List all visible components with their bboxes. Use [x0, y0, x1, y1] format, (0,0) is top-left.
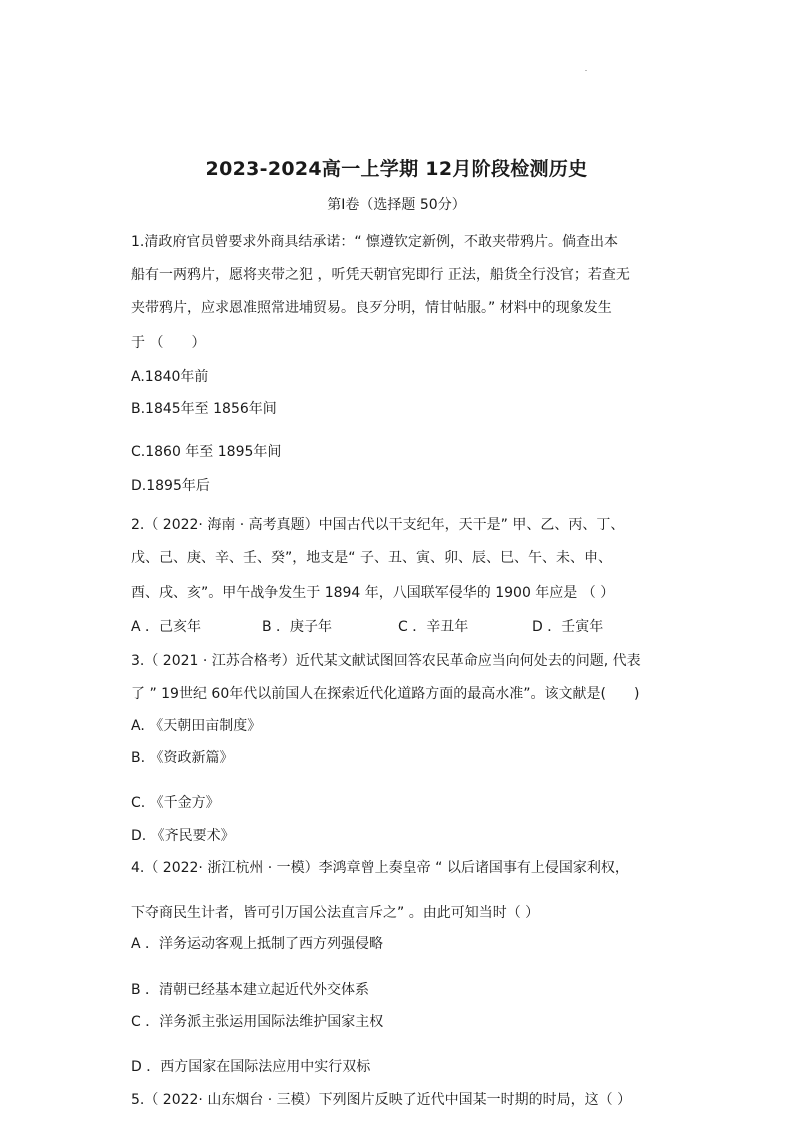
q3-option-d[interactable]: D. 《齐民要术》 — [131, 828, 235, 844]
q4-option-b[interactable]: B ．清朝已经基本建立起近代外交体系 — [131, 982, 370, 998]
q3-stem-line: 了 ” 19世纪 60年代以前国人在探索近代化道路方面的最高水准”。该文献是( ) — [131, 686, 640, 702]
q1-stem-line: 于 （ ） — [131, 335, 206, 351]
q1-stem-line: 船有一两鸦片，愿将夹带之犯 ，听凭天朝官宪即行 正法，船货全行没官；若查无 — [131, 267, 630, 283]
q2-stem-line: 酉、戌、亥”。甲午战争发生于 1894 年，八国联军侵华的 1900 年应是 （ ） — [131, 585, 615, 601]
q4-stem-line: 4.（ 2022· 浙江杭州 · 一模）李鸿章曾上奏皇帝 “ 以后诸国事有上侵国家利权， — [131, 860, 629, 876]
q1-option-c[interactable]: C.1860 年至 1895年间 — [131, 444, 282, 460]
q3-option-c[interactable]: C. 《千金方》 — [131, 795, 220, 811]
q1-stem-line: 1.清政府官员曾要求外商具结承诺：“ 懔遵钦定新例，不敢夹带鸦片。倘查出本 — [131, 234, 619, 250]
q1-option-a[interactable]: A.1840年前 — [131, 369, 209, 385]
q2-stem-line: 2.（ 2022· 海南 · 高考真题）中国古代以干支纪年，天干是” 甲、乙、丙、丁、 — [131, 517, 625, 533]
q1-option-d[interactable]: D.1895年后 — [131, 478, 210, 494]
q3-option-b[interactable]: B. 《资政新篇》 — [131, 750, 234, 766]
q2-option-d[interactable]: D ．壬寅年 — [532, 619, 604, 635]
q4-option-c[interactable]: C ．洋务派主张运用国际法维护国家主权 — [131, 1014, 384, 1030]
q5-stem-line: 5.（ 2022· 山东烟台 · 三模）下列图片反映了近代中国某一时期的时局，这（ ） — [131, 1092, 632, 1108]
q2-stem-line: 戊、己、庚、辛、壬、癸”，地支是“ 子、丑、寅、卯、辰、巳、午、未、申、 — [131, 550, 612, 566]
q3-option-a[interactable]: A. 《天朝田亩制度》 — [131, 718, 262, 734]
q1-stem-line: 夹带鸦片，应求恩准照常进埔贸易。良歹分明，情甘帖服。” 材料中的现象发生 — [131, 300, 612, 316]
q2-option-c[interactable]: C ．辛丑年 — [398, 619, 469, 635]
q2-option-a[interactable]: A ．己亥年 — [131, 619, 202, 635]
q2-option-b[interactable]: B ．庚子年 — [262, 619, 333, 635]
q4-stem-line: 下夺商民生计者，皆可引万国公法直言斥之” 。由此可知当时（ ） — [131, 905, 540, 921]
scan-dot — [585, 70, 587, 71]
q2-options-row — [131, 617, 651, 637]
section-title: 第Ⅰ卷（选择题 50分） — [327, 197, 466, 213]
exam-title: 2023-2024高一上学期 12月阶段检测历史 — [205, 158, 588, 180]
q4-option-a[interactable]: A ．洋务运动客观上抵制了西方列强侵略 — [131, 936, 384, 952]
q1-option-b[interactable]: B.1845年至 1856年间 — [131, 401, 277, 417]
q4-option-d[interactable]: D ．西方国家在国际法应用中实行双标 — [131, 1059, 371, 1075]
q3-stem-line: 3.（ 2021 · 江苏合格考）近代某文献试图回答农民革命应当向何处去的问题, 代表 — [131, 653, 641, 669]
